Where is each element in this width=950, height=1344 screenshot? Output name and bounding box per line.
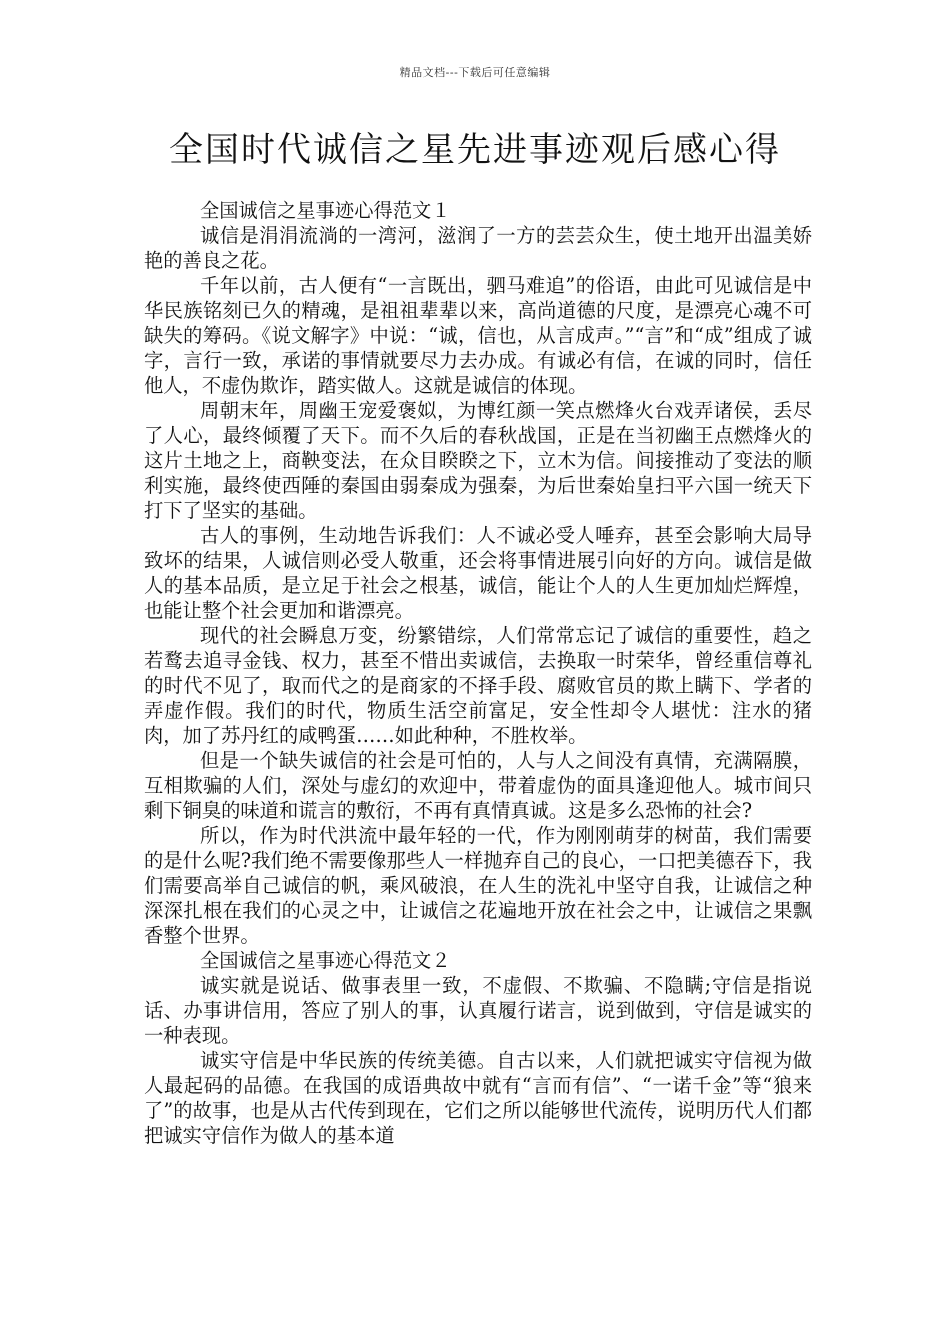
document-title: 全国时代诚信之星先进事迹观后感心得 (169, 130, 781, 170)
body-paragraph: 诚信是涓涓流淌的一湾河，滋润了一方的芸芸众生，使土地开出温美娇艳的善良之花。 (144, 224, 812, 272)
body-paragraph: 但是一个缺失诚信的社会是可怕的，人与人之间没有真情，充满隔膜，互相欺骗的人们，深处与虚幻的欢迎中，带着虚伪的面具逢迎他人。城市间只剩下铜臭的味道和谎言的敷衍，不再有真情真诚。这是多么恐怖的社会? (144, 749, 812, 822)
section-heading-1: 全国诚信之星事迹心得范文１ (199, 199, 451, 222)
section-heading-2: 全国诚信之星事迹心得范文２ (199, 949, 451, 972)
body-paragraph: 所以，作为时代洪流中最年轻的一代，作为刚刚萌芽的树苗，我们需要的是什么呢?我们绝不需要像那些人一样抛弃自己的良心，一口把美德吞下，我们需要高举自己诚信的帆，乘风破浪，在人生的洗礼中坚守自我，让诚信之种深深扎根在我们的心灵之中，让诚信之花遍地开放在社会之中，让诚信之果飘香整个世界。 (144, 824, 812, 947)
body-paragraph: 诚实守信是中华民族的传统美德。自古以来，人们就把诚实守信视为做人最起码的品德。在我国的成语典故中就有“言而有信”、“一诺千金”等“狼来了”的故事，也是从古代传到现在，它们之所以能够世代流传，说明历代人们都把诚实守信作为做人的基本道 (144, 1049, 812, 1147)
body-paragraph: 古人的事例，生动地告诉我们：人不诚必受人唾弃，甚至会影响大局导致坏的结果，人诚信则必受人敬重，还会将事情进展引向好的方向。诚信是做人的基本品质，是立足于社会之根基，诚信，能让个人的人生更加灿烂辉煌，也能让整个社会更加和谐漂亮。 (144, 524, 812, 622)
document-body (144, 198, 812, 1148)
body-paragraph: 周朝末年，周幽王宠爱褒姒，为博红颜一笑点燃烽火台戏弄诸侯，丢尽了人心，最终倾覆了天下。而不久后的春秋战国，正是在当初幽王点燃烽火的这片土地之上，商鞅变法，在众目睽睽之下，立木为信。间接推动了变法的顺利实施，最终使西陲的秦国由弱秦成为强秦，为后世秦始皇扫平六国一统天下打下了坚实的基础。 (144, 399, 812, 522)
body-paragraph: 现代的社会瞬息万变，纷繁错综，人们常常忘记了诚信的重要性，趋之若鹜去追寻金钱、权力，甚至不惜出卖诚信，去换取一时荣华，曾经重信尊礼的时代不见了，取而代之的是商家的不择手段、腐败官员的欺上瞒下、学者的弄虚作假。我们的时代，物质生活空前富足，安全性却令人堪忧：注水的猪肉，加了苏丹红的咸鸭蛋……如此种种，不胜枚举。 (144, 624, 812, 747)
body-paragraph: 千年以前，古人便有“一言既出，驷马难追”的俗语，由此可见诚信是中华民族铭刻已久的精魂，是祖祖辈辈以来，高尚道德的尺度，是漂亮心魂不可缺失的筹码。《说文解字》中说：“诚，信也，从言成声。”“言”和“成”组成了诚字，言行一致，承诺的事情就要尽力去办成。有诚必有信，在诚的同时，信任他人，不虚伪欺诈，踏实做人。这就是诚信的体现。 (144, 274, 812, 397)
page-header: 精品文档---下载后可任意编辑 (399, 66, 551, 79)
body-paragraph: 诚实就是说话、做事表里一致，不虚假、不欺骗、不隐瞒;守信是指说话、办事讲信用，答应了别人的事，认真履行诺言，说到做到，守信是诚实的一种表现。 (144, 974, 812, 1047)
